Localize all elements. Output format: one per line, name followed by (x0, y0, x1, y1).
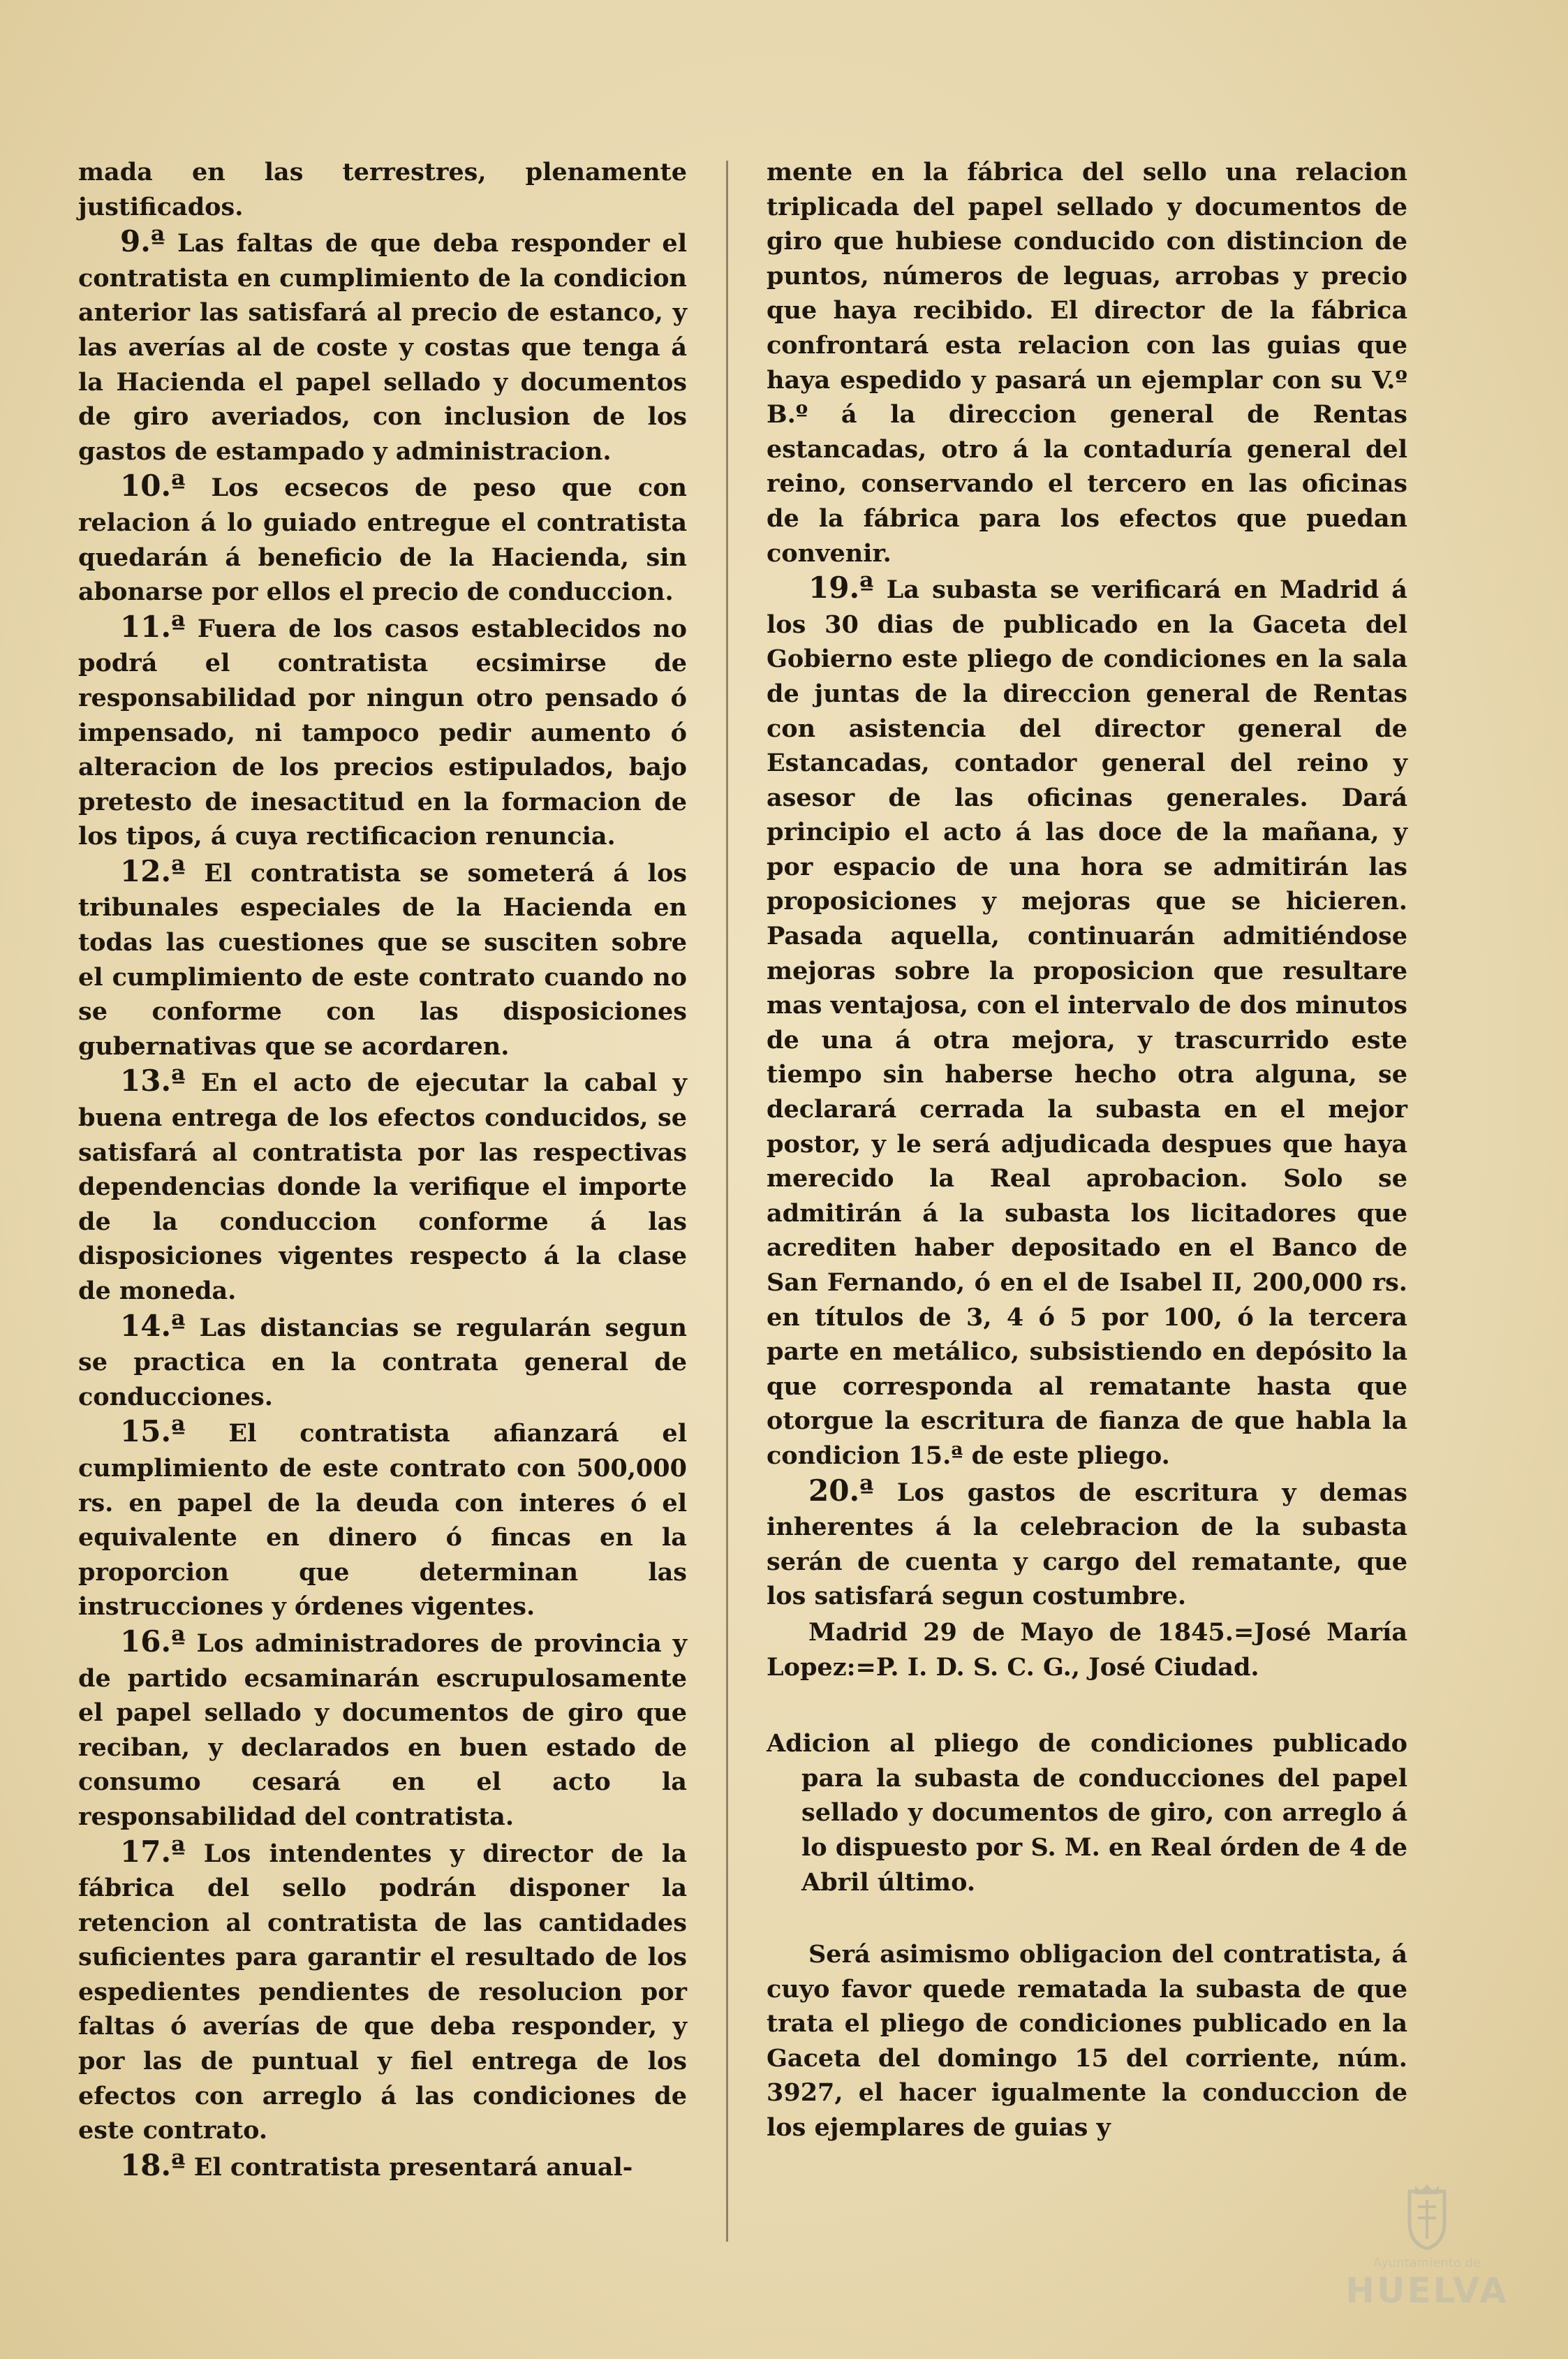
condition-number: 12.ª (120, 853, 186, 888)
condition-9 (78, 224, 687, 469)
watermark-big-text: HUELVA (1345, 2270, 1509, 2311)
coat-of-arms-icon (1389, 2179, 1465, 2256)
condition-number: 14.ª (120, 1308, 186, 1343)
column-divider (726, 161, 728, 2242)
condition-12 (78, 854, 687, 1064)
condition-19 (767, 571, 1407, 1473)
condition-number: 11.ª (120, 609, 186, 644)
condition-number: 9.ª (120, 224, 165, 259)
condition-text: Las distancias se regularán segun se practica en la contrata general de conducciones. (78, 1313, 688, 1411)
addendum-paragraph: Será asimismo obligacion del contratista, á cuyo favor quede rematada la subasta de que trata el pliego de condiciones publicado en la Gaceta del domingo 15 del corriente, núm. 3927, el hacer igualmente la conduccion de los ejemplares de guias y (767, 1940, 1407, 2143)
condition-number: 16.ª (120, 1624, 186, 1659)
condition-number: 13.ª (120, 1064, 186, 1098)
condition-text: Los ecsecos de peso que con relacion á lo guiado entregue el contratista quedarán á beneficio de la Hacienda, sin abonarse por ellos el precio de conduccion. (78, 473, 687, 607)
condition-text: Las faltas de que deba responder el contratista en cumplimiento de la condicion anterior las satisfará al precio de estanco, y las averías al de coste y costas que tenga á la Hacienda el papel sellado y documentos de giro averiados, con inclusion de los gastos de estampado y administracion. (78, 229, 687, 466)
paragraph-continuation: mada en las terrestres, plenamente justificados. (78, 158, 687, 221)
condition-11 (78, 610, 687, 854)
condition-text: En el acto de ejecutar la cabal y buena entrega de los efectos conducidos, se satisfará al contratista por las respectivas dependencias donde la verifique el importe de la conduccion conforme á las disposiciones vigentes respecto á la clase de moneda. (78, 1068, 688, 1305)
condition-18 (78, 2148, 687, 2185)
left-column (78, 155, 687, 2184)
condition-15 (78, 1414, 687, 1624)
condition-text: Los gastos de escritura y demas inherentes á la celebracion de la subasta serán de cuenta y cargo del rematante, que los satisfará segun costumbre. (767, 1478, 1407, 1611)
condition-number: 17.ª (120, 1834, 186, 1869)
library-watermark (1336, 2179, 1518, 2325)
condition-number: 15.ª (120, 1414, 186, 1449)
condition-text: Los intendentes y director de la fábrica del sello podrán disponer la retencion al contratista de las cantidades suficientes para garantir el resultado de los espedientes pendientes de resolucion por faltas ó averías de que deba responder, y por las de puntual y fiel entrega de los efectos con arreglo á las condiciones de este contrato. (78, 1839, 688, 2145)
right-column (767, 155, 1407, 2145)
paragraph-continuation: mente en la fábrica del sello una relacion triplicada del papel sellado y documentos de giro que hubiese conducido con distincion de puntos, números de leguas, arrobas y precio que haya recibido. El director de la fábrica confrontará esta relacion con las guias que haya espedido y pasará un ejemplar con su V.º B.º á la direccion general de Rentas estancadas, otro á la contaduría general del reino, conservando el tercero en las oficinas de la fábrica para los efectos que puedan convenir. (767, 158, 1407, 568)
condition-text: Los administradores de provincia y de partido ecsaminarán escrupulosamente el papel sellado y documentos de giro que reciban, y declarados en buen estado de consumo cesará en el acto la responsabilidad del contratista. (78, 1629, 687, 1831)
condition-text: El contratista presentará anual- (193, 2152, 633, 2182)
condition-text: El contratista se someterá á los tribunales especiales de la Hacienda en todas las cuestiones que se susciten sobre el cumplimiento de este contrato cuando no se conforme con las disposiciones gubernativas que se acordaren. (78, 858, 687, 1061)
addendum-heading: Adicion al pliego de condiciones publicado para la subasta de conducciones del papel sellado y documentos de giro, con arreglo á lo dispuesto por S. M. en Real órden de 4 de Abril último. (767, 1729, 1407, 1897)
condition-20 (767, 1474, 1407, 1614)
condition-text: La subasta se verificará en Madrid á los 30 dias de publicado en la Gaceta del Gobierno este pliego de condiciones en la sala de juntas de la direccion general de Rentas con asistencia del director general de Estancadas, contador general del reino y asesor de las oficinas generales. Dará principio el acto á las doce de la mañana, y por espacio de una hora se admitirán las proposiciones y mejoras que se hicieren. Pasada aquella, continuarán admitiéndose mejoras sobre la proposicion que resultare mas ventajosa, con el intervalo de dos minutos de una á otra mejora, y trascurrido este tiempo sin haberse hecho otra alguna, se declarará cerrada la subasta en el mejor postor, y le será adjudicada despues que haya merecido la Real aprobacion. Solo se admitirán á la subasta los licitadores que acrediten haber depositado en el Banco de San Fernando, ó en el de Isabel II, 200,000 rs. en títulos de 3, 4 ó 5 por 100, ó la tercera parte en metálico, subsistiendo en depósito la que corresponda al rematante hasta que otorgue la escritura de fianza de que habla la condicion 15.ª de este pliego. (767, 575, 1407, 1470)
condition-text: Fuera de los casos establecidos no podrá el contratista ecsimirse de responsabilidad por ningun otro pensado ó impensado, ni tampoco pedir aumento ó alteracion de los precios estipulados, bajo pretesto de inesactitud en la formacion de los tipos, á cuya rectificacion renuncia. (78, 614, 687, 851)
condition-number: 18.ª (120, 2147, 186, 2182)
condition-13 (78, 1064, 687, 1308)
watermark-small-text: Ayuntamiento de (1373, 2256, 1481, 2270)
condition-number: 20.ª (808, 1473, 874, 1508)
condition-number: 10.ª (120, 469, 186, 504)
condition-17 (78, 1835, 687, 2148)
condition-text: El contratista afianzará el cumplimiento de este contrato con 500,000 rs. en papel de la deuda con interes ó el equivalente en dinero ó fincas en la proporcion que determinan las instrucciones y órdenes vigentes. (78, 1419, 687, 1622)
condition-16 (78, 1624, 687, 1835)
condition-10 (78, 469, 687, 609)
condition-number: 19.ª (808, 571, 874, 605)
condition-14 (78, 1309, 687, 1415)
signature-line: Madrid 29 de Mayo de 1845.=José María Lopez:=P. I. D. S. C. G., José Ciudad. (767, 1617, 1407, 1682)
